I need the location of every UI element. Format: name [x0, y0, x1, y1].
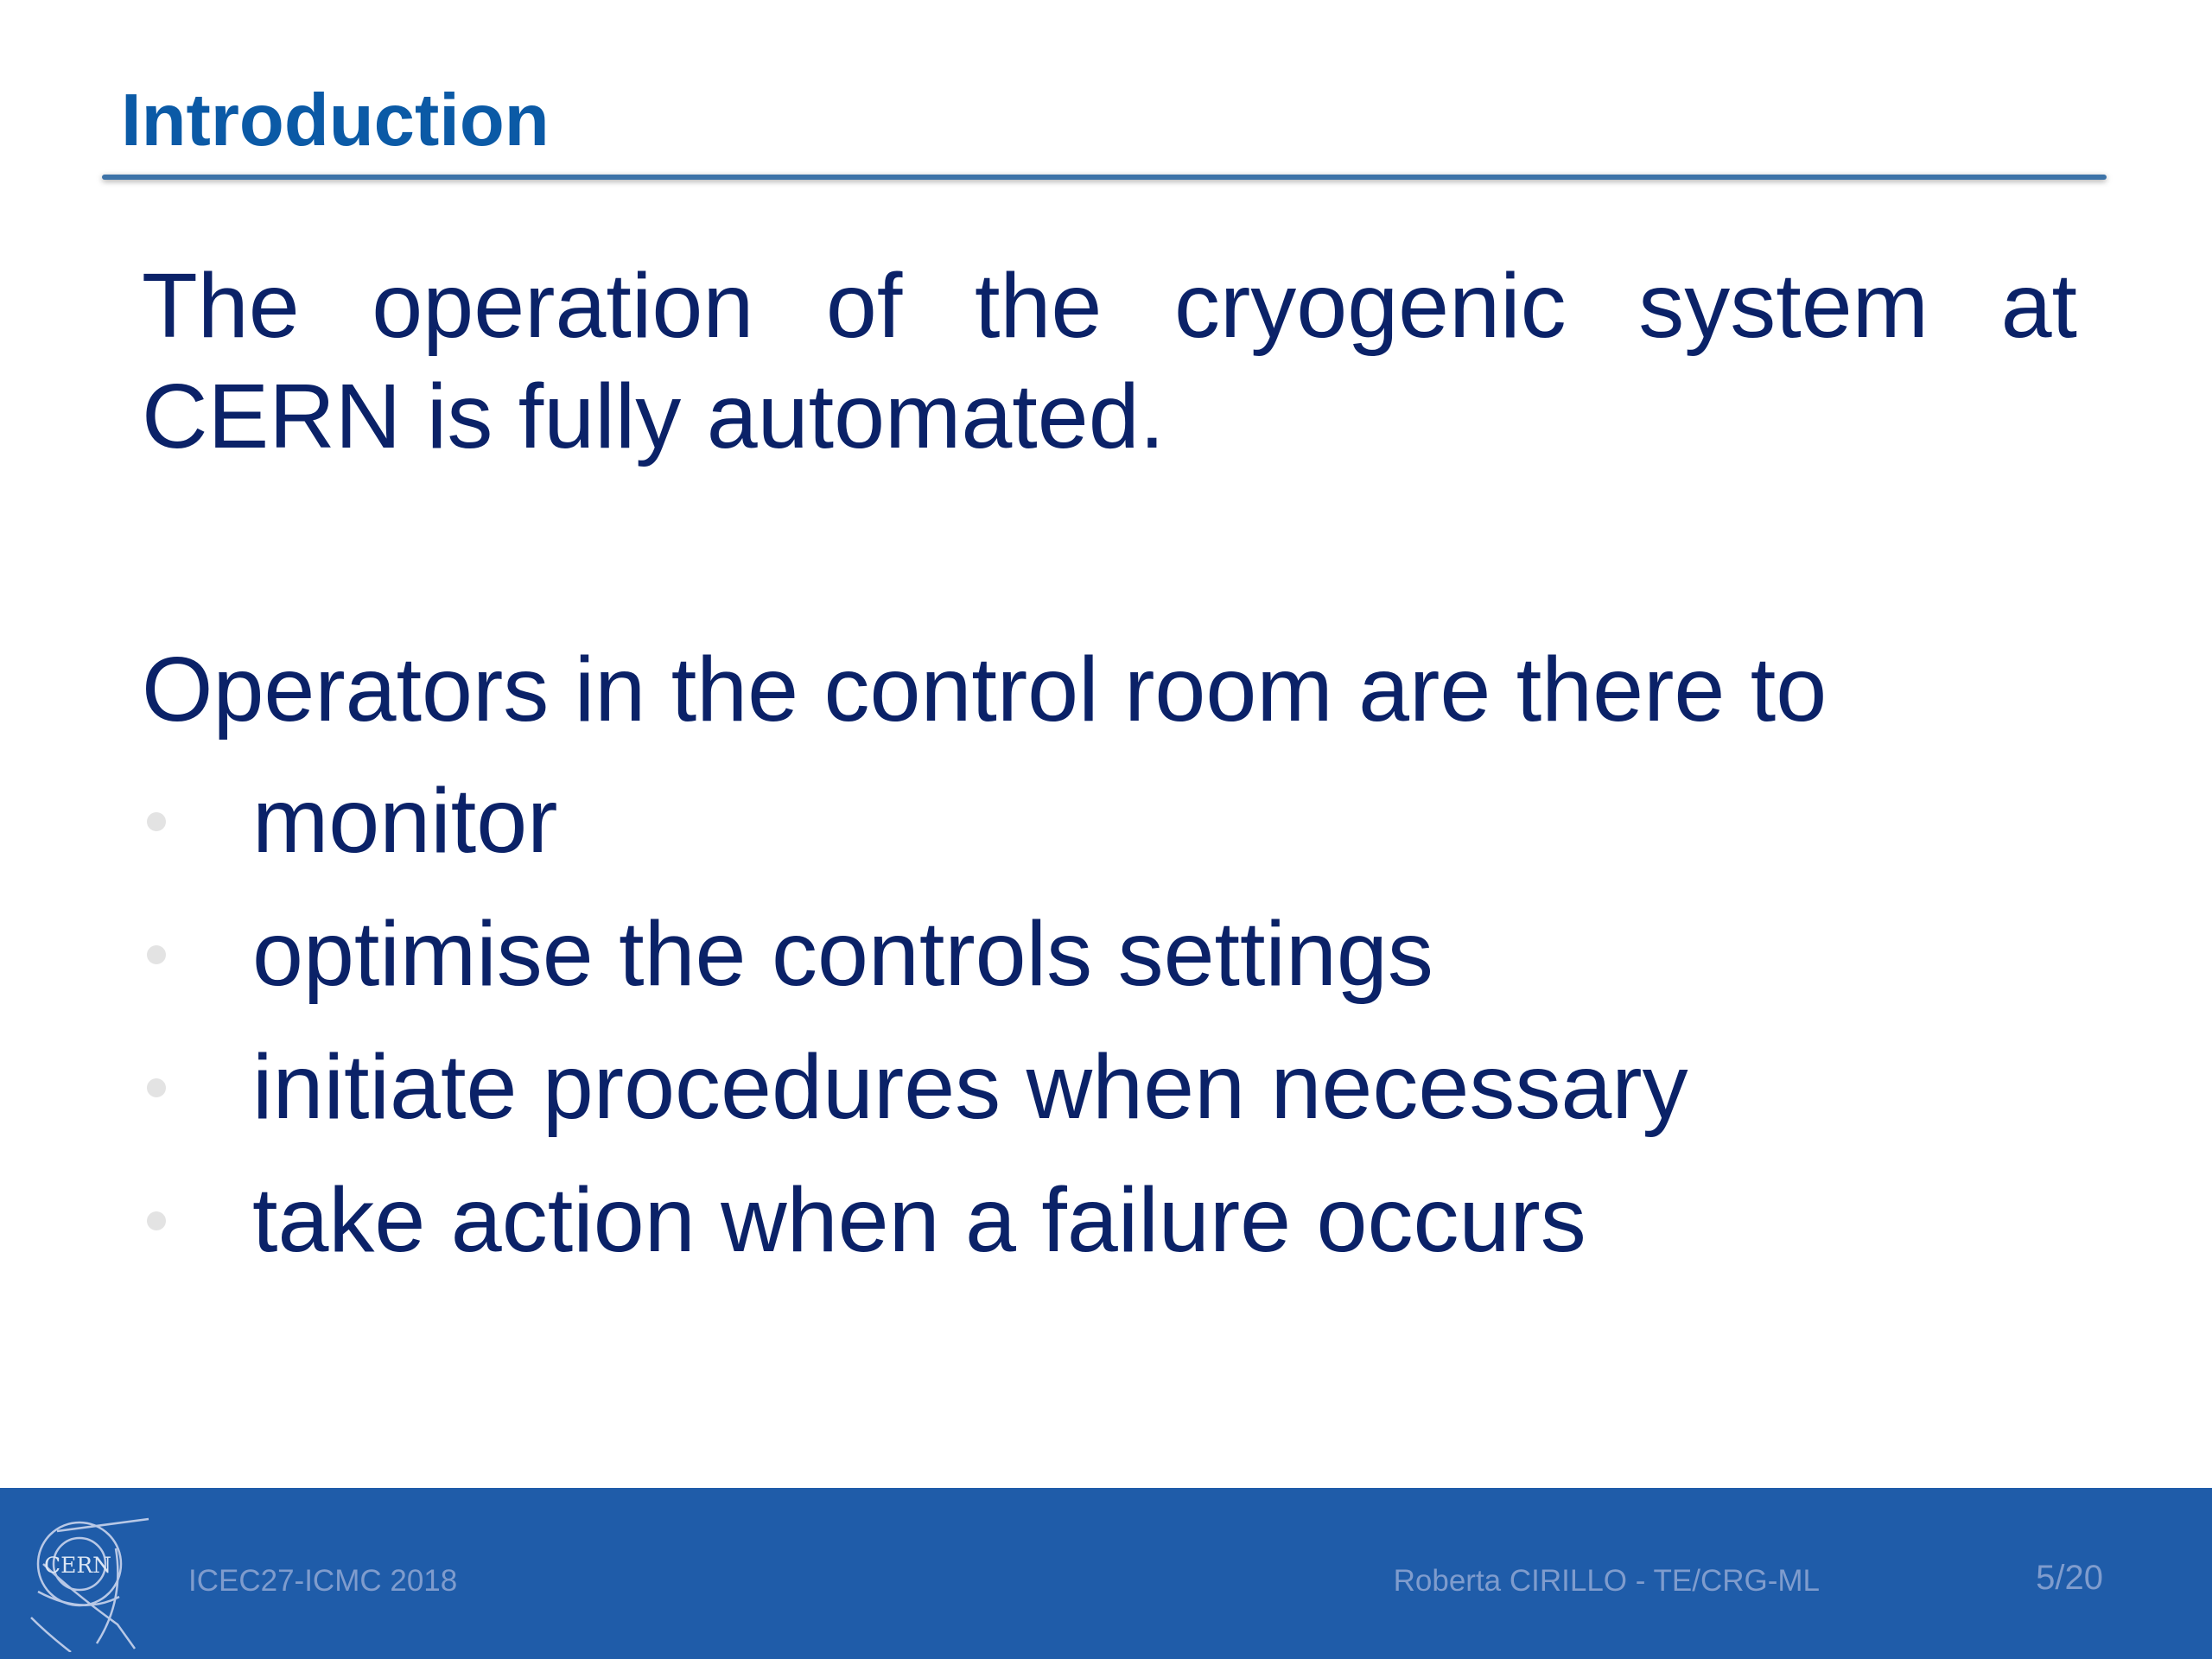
list-item	[0, 1160, 2074, 1293]
bullet-icon	[147, 1078, 166, 1097]
list-item	[0, 1027, 2074, 1160]
list-item-text: initiate procedures when necessary	[252, 1036, 1688, 1138]
intro-paragraph: The operation of the cryogenic system at CERN is fully automated.	[142, 255, 2077, 467]
list-item	[0, 760, 2074, 893]
list-item-text: monitor	[252, 770, 558, 872]
list-item-text: optimise the controls settings	[252, 903, 1433, 1005]
logo-wordmark: CERN	[43, 1553, 112, 1578]
cern-logo-icon	[22, 1514, 157, 1652]
slide-title: Introduction	[121, 79, 550, 162]
conference-label: ICEC27-ICMC 2018	[188, 1564, 458, 1598]
duties-list	[0, 760, 2074, 1293]
title-divider	[102, 175, 2107, 180]
list-item-text: take action when a failure occurs	[252, 1169, 1586, 1271]
page-number: 5/20	[2036, 1559, 2103, 1597]
bullet-icon	[147, 945, 166, 964]
bullet-icon	[147, 1211, 166, 1230]
operators-paragraph: Operators in the control room are there to	[142, 639, 1827, 741]
author-label: Roberta CIRILLO - TE/CRG-ML	[1393, 1564, 1820, 1598]
footer-bar	[0, 1488, 2212, 1659]
list-item	[0, 893, 2074, 1027]
bullet-icon	[147, 812, 166, 831]
